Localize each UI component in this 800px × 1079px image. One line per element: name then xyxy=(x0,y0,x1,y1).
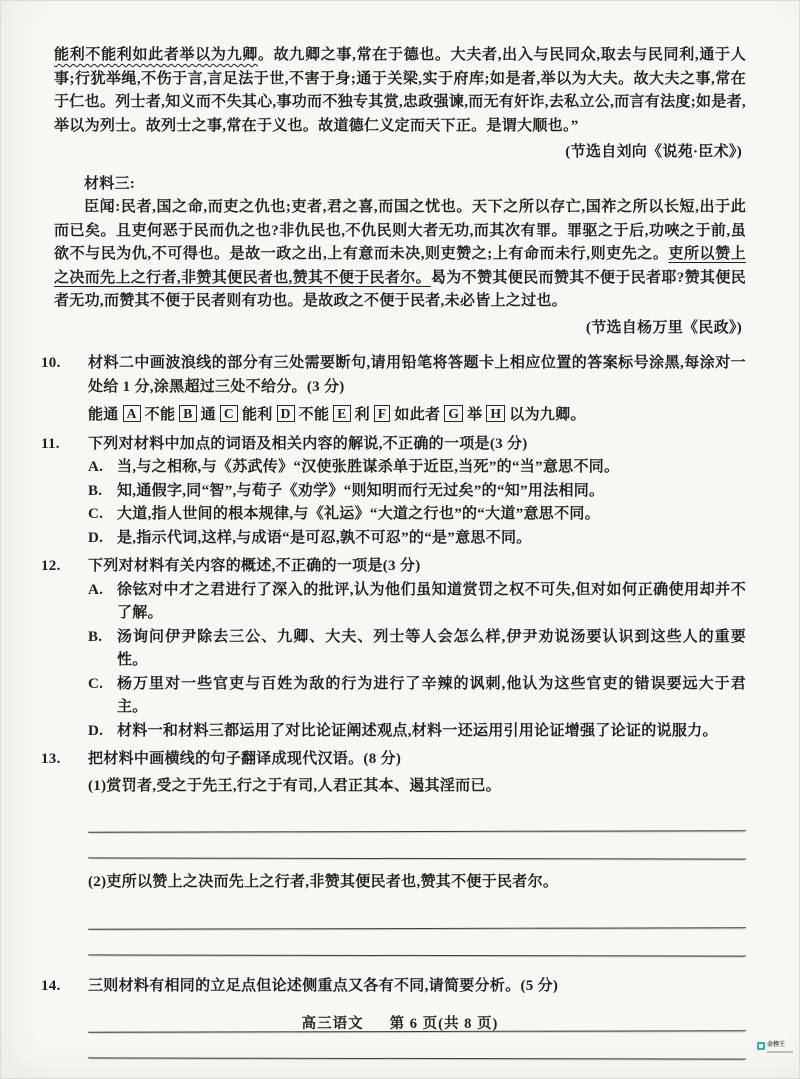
question-13-parts xyxy=(88,775,746,965)
page-footer xyxy=(0,1012,800,1033)
publisher-logo-icon xyxy=(757,1042,765,1050)
answer-line xyxy=(88,901,746,929)
passage-text: 曷为不赞其便民而赞其不便于民者耶?赞其便民者无功,而赞其不便于民者则有功也。是故政之不便于民者,未必皆上之过也。 xyxy=(54,269,746,309)
option-label: C. xyxy=(88,675,104,692)
option-label: B. xyxy=(88,628,103,645)
question-14-stem: 三则材料有相同的立足点但论述侧重点又各有不同,请简要分析。(5 分) xyxy=(88,977,559,994)
material-3-source: (节选自杨万里《民政》) xyxy=(585,319,742,336)
footer-page-number: 第 6 页(共 8 页) xyxy=(389,1016,499,1032)
underlined-passage: 吏所以赞上之决而先上之行者,非赞其便民者也,赞其不便于民者尔。 xyxy=(54,246,746,286)
sentence-fragment: 如此者 xyxy=(394,407,441,423)
material-2-paragraph xyxy=(54,44,746,138)
option-label: A. xyxy=(88,459,104,475)
sentence-fragment: 不能 xyxy=(144,407,176,423)
option-text: 是,指示代词,这样,与成语“是可忍,孰不可忍”的“是”意思不同。 xyxy=(117,529,532,546)
sentence-to-translate: 吏所以赞上之决而先上之行者,非赞其便民者也,赞其不便于民者尔。 xyxy=(106,874,559,890)
question-11 xyxy=(41,433,746,551)
question-14-number: 14. xyxy=(41,977,61,994)
material-3-paragraph xyxy=(54,196,746,314)
question-13-number: 13. xyxy=(41,751,61,767)
question-11-number: 11. xyxy=(41,435,60,452)
question-10-number: 10. xyxy=(41,355,61,371)
option-label: D. xyxy=(88,529,104,546)
choice-option xyxy=(88,673,746,720)
choice-option xyxy=(88,503,746,527)
question-10-stem: 材料二中画波浪线的部分有三处需要断句,请用铅笔将答题卡上相应位置的答案标号涂黑,每涂对一处给 1 分,涂黑超过三处不给分。(3 分) xyxy=(88,355,746,395)
publisher-watermark xyxy=(757,1042,793,1054)
break-option-box: H xyxy=(486,405,505,422)
option-text: 杨万里对一些官吏与百姓为敌的行为进行了辛辣的讽刺,他认为这些官吏的错误要远大于君主。 xyxy=(117,675,746,715)
question-11-stem: 下列对材料中加点的词语及相关内容的解说,不正确的一项是(3 分) xyxy=(88,435,528,452)
option-text: 材料一和材料三都运用了对比论证阐述观点,材料一还运用引用论证增强了论证的说服力。 xyxy=(117,722,718,739)
question-13 xyxy=(41,748,746,965)
choice-option xyxy=(88,579,746,626)
question-10 xyxy=(41,352,746,428)
material-2-source: (节选自刘向《说苑·臣术》) xyxy=(565,144,742,160)
break-option-box: E xyxy=(333,405,350,422)
publisher-subtext-bar xyxy=(767,1051,793,1054)
break-option-box: A xyxy=(123,405,141,422)
sentence-fragment: 利 xyxy=(354,407,370,423)
passage-text: 臣闻:民者,国之命,而吏之仇也;吏者,君之喜,而国之忧也。天下之所以存亡,国祚之所以长短,出于此而已矣。且吏何恶于民而仇之也?非仇民也,不仇民则大者无功,而其次有罪。罪驱之于后,功唊之于前,虽欲不与民为仇,不可得也。是故一政之出,上有意而未决,则吏赞之;上有命而未行,则吏先之。 xyxy=(54,199,746,262)
page-content xyxy=(41,44,747,1059)
part-label: (2) xyxy=(88,874,107,890)
answer-line xyxy=(88,831,746,859)
choice-option xyxy=(88,720,746,744)
sentence-fragment: 不能 xyxy=(298,407,330,423)
option-text: 知,通假字,同“智”,与荀子《劝学》“则知明而行无过矣”的“知”用法相同。 xyxy=(117,482,605,499)
break-option-box: D xyxy=(277,405,295,422)
sentence-fragment: 通 xyxy=(200,407,216,423)
question-12-stem: 下列对材料有关内容的概述,不正确的一项是(3 分) xyxy=(88,558,421,574)
answer-line xyxy=(88,804,746,832)
option-text: 汤询问伊尹除去三公、九卿、大夫、列士等人会怎么样,伊尹劝说汤要认识到这些人的重要性。 xyxy=(117,628,746,668)
question-12-number: 12. xyxy=(41,558,61,574)
break-option-box: B xyxy=(179,405,196,422)
option-label: D. xyxy=(88,722,104,739)
passage-text: 。故九卿之事,常在于德也。大夫者,出入与民同众,取去与民同利,通于人事;行犹举绳,不伤于言,言足法于世,不害于身;通于关梁,实于府库;如是者,举以为大夫。故大夫之事,常在于仁也。列士者,知义而不失其心,事功而不独专其赏,忠政强谏,而无有奸诈,去私立公,而言有法度;如是者,举以为列士。故列士之事,常在于义也。故道德仁义定而天下正。是谓大顺也。” xyxy=(54,47,747,134)
question-11-options xyxy=(88,456,746,550)
option-label: B. xyxy=(88,482,103,499)
option-text: 徐铉对中才之君进行了深入的批评,认为他们虽知道赏罚之权不可失,但对如何正确使用却并不了解。 xyxy=(117,581,746,621)
footer-course-title: 高三语文 xyxy=(301,1016,364,1032)
question-12 xyxy=(41,555,746,743)
publisher-brand-text: 金榜王 xyxy=(767,1042,786,1048)
answer-line xyxy=(88,928,746,956)
choice-option xyxy=(88,456,746,480)
option-label: C. xyxy=(88,506,104,522)
sentence-fragment: 能通 xyxy=(88,407,119,423)
choice-option xyxy=(88,480,746,504)
underlined-passage: 能利不能利如此者举以为九卿 xyxy=(54,47,258,63)
option-text: 当,与之相称,与《苏武传》“汉使张胜谋杀单于近臣,当死”的“当”意思不同。 xyxy=(117,459,620,475)
option-label: A. xyxy=(88,581,104,598)
question-10-sentence-with-break-boxes xyxy=(88,404,746,428)
sentence-fragment: 以为九卿。 xyxy=(509,407,586,423)
choice-option xyxy=(88,527,746,551)
translation-part xyxy=(88,775,746,799)
sentence-to-translate: 赏罚者,受之于先王,行之于有司,人君正其本、遏其淫而已。 xyxy=(106,777,502,794)
material-3-heading: 材料三: xyxy=(84,175,136,192)
translation-part xyxy=(88,871,746,895)
break-option-box: G xyxy=(444,405,463,422)
answer-line xyxy=(88,1031,746,1059)
break-option-box: C xyxy=(220,405,238,422)
choice-option xyxy=(88,626,746,673)
break-option-box: F xyxy=(374,405,391,422)
sentence-fragment: 能利 xyxy=(241,407,273,423)
part-label: (1) xyxy=(88,777,107,794)
question-13-stem: 把材料中画横线的句子翻译成现代汉语。(8 分) xyxy=(88,751,402,767)
sentence-fragment: 举 xyxy=(467,407,483,423)
option-text: 大道,指人世间的根本规律,与《礼运》“大道之行也”的“大道”意思不同。 xyxy=(117,506,601,522)
question-12-options xyxy=(88,579,746,744)
